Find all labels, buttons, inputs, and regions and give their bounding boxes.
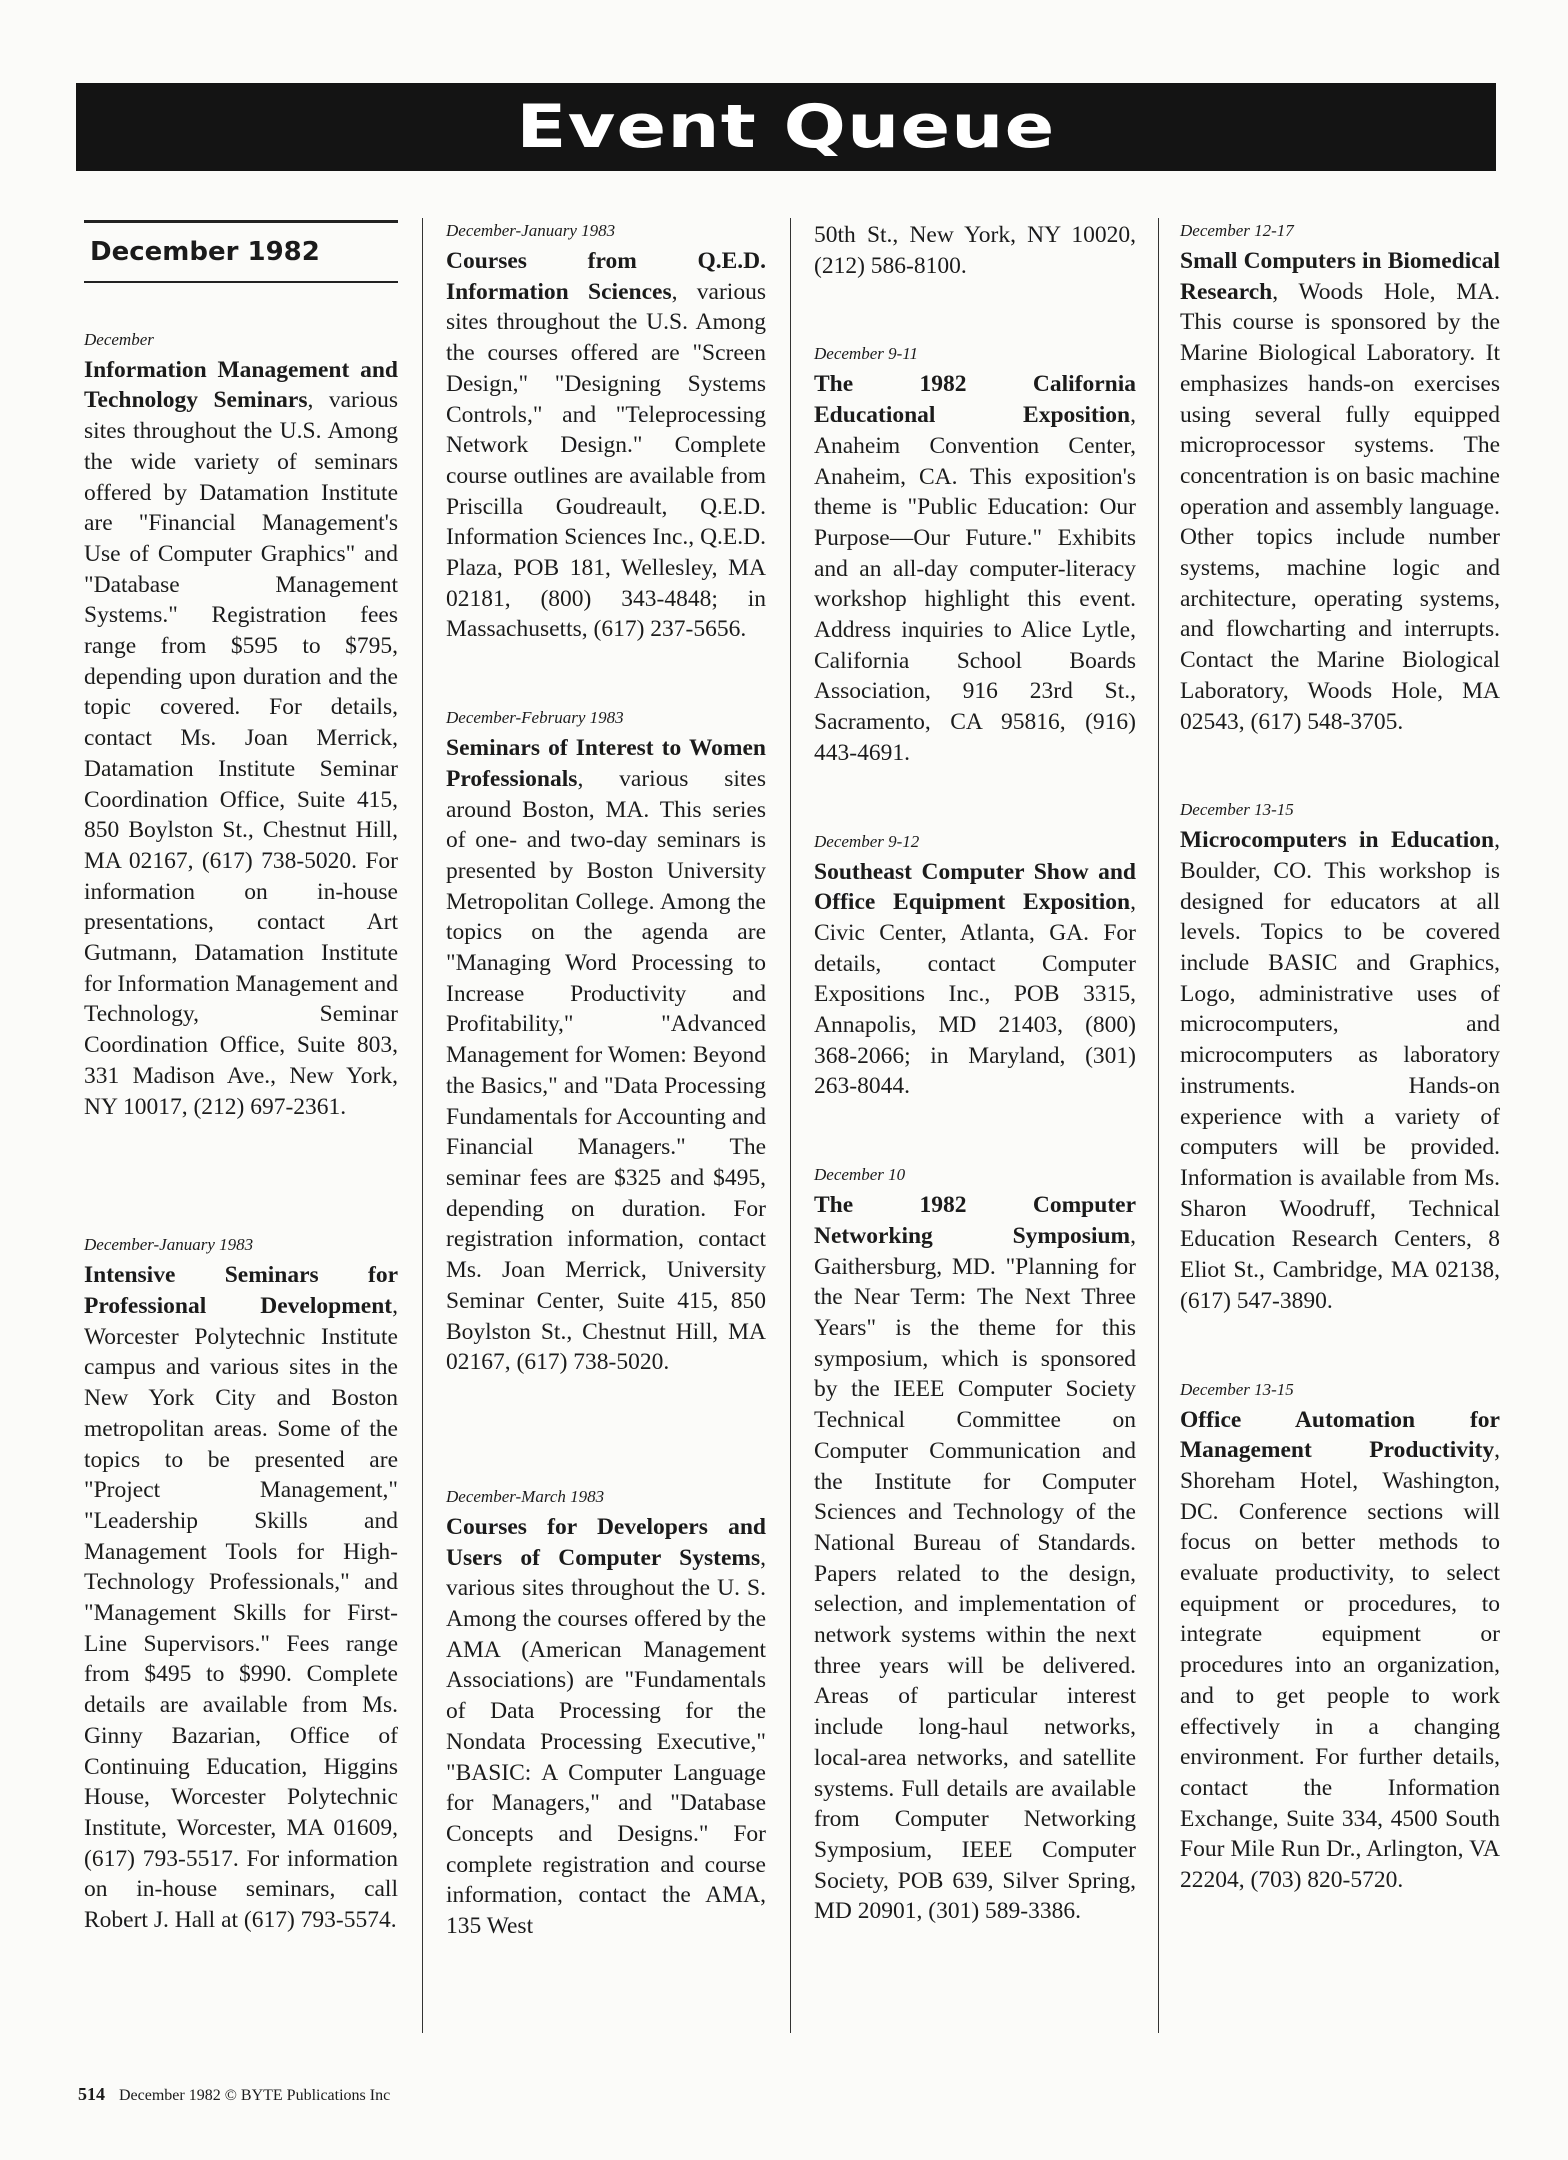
event-title: Courses for Developers and Users of Computer Systems <box>446 1513 766 1571</box>
event-date: December 12-17 <box>1180 221 1294 240</box>
event-body: 50th St., New York, NY 10020, (212) 586-8100. <box>814 222 1136 279</box>
footer-credit: December 1982 © BYTE Publications Inc <box>119 2087 391 2104</box>
event-date: December 9-11 <box>814 344 919 364</box>
event-date: December-January 1983 <box>84 1235 254 1255</box>
header-banner <box>76 83 1496 171</box>
event-title: The 1982 California Educational Exposition <box>814 371 1136 429</box>
event-item <box>814 1164 1136 1927</box>
month-heading: December 1982 <box>90 237 320 267</box>
event-date: December-March 1983 <box>446 1486 605 1506</box>
event-title: The 1982 Computer Networking Symposium <box>814 1192 1136 1249</box>
event-item <box>84 1234 398 1935</box>
event-body: , Shoreham Hotel, Washington, DC. Conference sections will focus on better methods to evaluate productivity, to select equipment or procedures, to integrate equipment or procedures into an organization, and to get people to work effectively in a changing environment. For further details, contact the Information Exchange, Suite 334, 4500 South Four Mile Run Dr., Arlington, VA 22204, (703) 820-5720. <box>1180 1437 1500 1894</box>
event-date: December 13-15 <box>1180 1379 1294 1399</box>
event-date: December-January 1983 <box>446 221 616 240</box>
event-date: December 9-12 <box>814 831 920 851</box>
column-divider <box>422 218 423 2033</box>
event-item <box>814 343 1136 768</box>
event-body: , various sites around Boston, MA. This series of one- and two-day seminars is presented by Boston University Metropolitan College. Among the topics on the agenda are "Managing Word Processing to Increase Productivity and Profitability," "Advanced Management for Women: Beyond the Basics," and "Data Processing Fundamentals for Accounting and Financial Managers." The seminar fees are $325 and $495, depending on duration. For registration information, contact Ms. Joan Merrick, University Seminar Center, Suite 415, 850 Boylston St., Chestnut Hill, MA 02167, (617) 738-5020. <box>446 765 766 1376</box>
page-title: Event Queue <box>516 92 1056 162</box>
event-item <box>814 831 1136 1103</box>
event-body: , Worcester Polytechnic Institute campus and various sites in the New York City and Boston metropolitan areas. Some of the topics to be presented are "Project Management," "Leadership Skills and Management Tools for High-Technology Professionals," and "Management Skills for First-Line Supervisors." Fees range from $495 to $990. Complete details are available from Ms. Ginny Bazarian, Office of Continuing Education, Higgins House, Worcester Polytechnic Institute, Worcester, MA 01609, (617) 793-5517. For information on in-house seminars, call Robert J. Hall at (617) 793-5574. <box>84 1292 398 1934</box>
event-body: , Woods Hole, MA. This course is sponsored by the Marine Biological Laboratory. It emphasizes hands-on exercises using several fully equipped microprocessor systems. The concentration is on basic machine operation and assembly language. Other topics include number systems, machine logic and architecture, operating systems, and flowcharting and interrupts. Contact the Marine Biological Laboratory, Woods Hole, MA 02543, (617) 548-3705. <box>1180 278 1500 735</box>
event-title: Intensive Seminars for Professional Development <box>84 1262 398 1319</box>
event-date: December 10 <box>814 1165 906 1185</box>
event-item <box>1180 220 1500 737</box>
column-3 <box>814 220 1136 2040</box>
event-title: Seminars of Interest to Women Professionals <box>446 735 766 792</box>
event-date: December <box>84 329 154 349</box>
event-body: , various sites throughout the U.S. Among the courses offered are "Screen Design," "Designing Systems Controls," and "Teleprocessing Network Design." Complete course outlines are available from Priscilla Goudreault, Q.E.D. Information Sciences Inc., Q.E.D. Plaza, POB 181, Wellesley, MA 02181, (800) 343-4848; in Massachusetts, (617) 237-5656. <box>446 278 766 643</box>
column-2 <box>446 220 766 2040</box>
event-title: Courses from Q.E.D. Information Sciences <box>446 248 766 305</box>
event-body: , Anaheim Convention Center, Anaheim, CA. This exposition's theme is "Public Education: Our Purpose—Our Future." Exhibits and an all-day computer-literacy workshop highlight this event. Address inquiries to Alice Lytle, California School Boards Association, 916 23rd St., Sacramento, CA 95816, (916) 443-4691. <box>814 402 1136 766</box>
column-divider <box>1158 218 1159 2033</box>
event-title: Office Automation for Management Productivity <box>1180 1406 1500 1464</box>
event-item <box>446 707 766 1378</box>
event-body: , Civic Center, Atlanta, GA. For details, contact Computer Expositions Inc., POB 3315, Annapolis, MD 21403, (800) 368-2066; in Maryland, (301) 263-8044. <box>814 889 1136 1100</box>
event-date: December-February 1983 <box>446 708 624 728</box>
event-body: , Gaithersburg, MD. "Planning for the Near Term: The Next Three Years" is the theme for this symposium, which is sponsored by the IEEE Computer Society Technical Committee on Computer Communication and the Institute for Computer Sciences and Technology of the National Bureau of Standards. Papers related to the design, selection, and implementation of network systems within the next three years will be delivered. Areas of particular interest include long-haul networks, local-area networks, and satellite systems. Full details are available from Computer Networking Symposium, IEEE Computer Society, POB 639, Silver Spring, MD 20901, (301) 589-3386. <box>814 1222 1136 1925</box>
page-footer <box>78 2084 390 2105</box>
event-title: Southeast Computer Show and Office Equipment Exposition <box>814 858 1136 916</box>
month-heading-box <box>84 220 398 283</box>
event-item <box>446 1486 766 1942</box>
event-item <box>1180 799 1500 1316</box>
event-title: Small Computers in Biomedical Research <box>1180 248 1500 305</box>
event-item <box>446 220 766 645</box>
column-divider <box>790 218 791 2033</box>
event-title: Microcomputers in Education <box>1180 827 1495 854</box>
event-item <box>84 329 398 1123</box>
event-body: , various sites throughout the U. S. Among the courses offered by the AMA (American Management Associations) are "Fundamentals of Data Processing for the Nondata Processing Executive," "BASIC: A Computer Language for Managers," and "Database Concepts and Designs." For complete registration and course information, contact the AMA, 135 West <box>446 1544 766 1940</box>
event-date: December 13-15 <box>1180 800 1294 820</box>
event-body: , various sites throughout the U.S. Among the wide variety of seminars offered by Datamation Institute are "Financial Management's Use of Computer Graphics" and "Database Management Systems." Registration fees range from $595 to $795, depending upon duration and the topic covered. For details, contact Ms. Joan Merrick, Datamation Institute Seminar Coordination Office, Suite 415, 850 Boylston St., Chestnut Hill, MA 02167, (617) 738-5020. For information on in-house presentations, contact Art Gutmann, Datamation Institute for Information Management and Technology, Seminar Coordination Office, Suite 803, 331 Madison Ave., New York, NY 10017, (212) 697-2361. <box>84 387 399 1120</box>
column-4 <box>1180 220 1500 2040</box>
page-number: 514 <box>78 2084 105 2104</box>
column-1 <box>84 220 398 2040</box>
event-title: Information Management and Technology Seminars <box>84 356 398 414</box>
event-body: , Boulder, CO. This workshop is designed for educators at all levels. Topics to be covered include BASIC and Graphics, Logo, administrative uses of microcomputers, and microcomputers as laboratory instruments. Hands-on experience with a variety of computers will be provided. Information is available from Ms. Sharon Woodruff, Technical Education Research Centers, 8 Eliot St., Cambridge, MA 02138, (617) 547-3890. <box>1180 827 1500 1314</box>
event-continuation <box>814 220 1136 281</box>
event-item <box>1180 1379 1500 1896</box>
